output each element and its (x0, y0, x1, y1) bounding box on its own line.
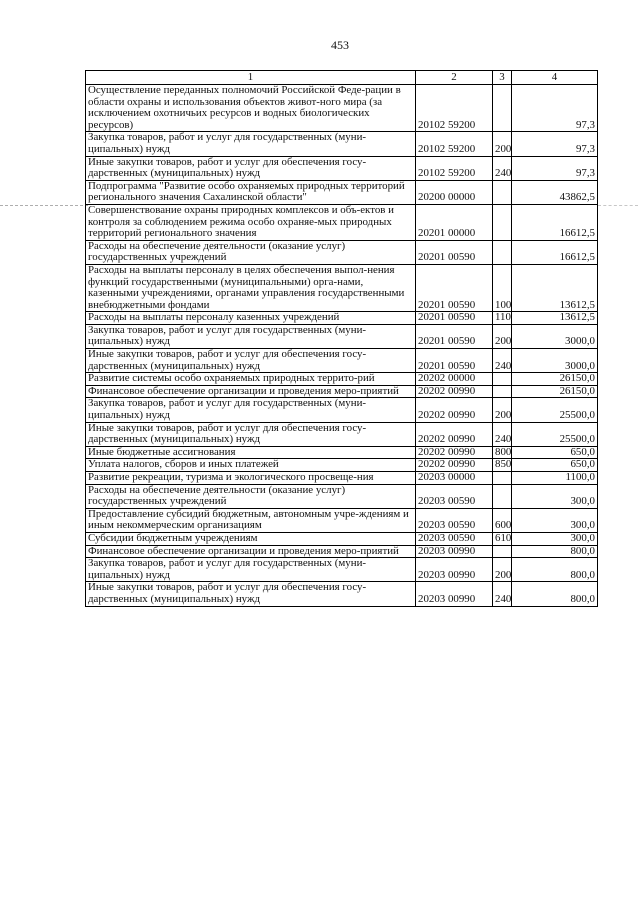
row-type-cell (493, 373, 512, 386)
row-sum-cell: 1100,0 (512, 472, 598, 485)
row-sum-cell: 13612,5 (512, 312, 598, 325)
row-name-cell: Субсидии бюджетным учреждениям (86, 532, 416, 545)
row-code-cell: 20201 00590 (416, 312, 493, 325)
row-sum-cell: 16612,5 (512, 204, 598, 240)
table-row (86, 472, 598, 485)
header-cell-type: 3 (493, 71, 512, 85)
table-row (86, 422, 598, 446)
row-sum-cell: 97,3 (512, 85, 598, 132)
row-name-cell: Закупка товаров, работ и услуг для государственных (муни-ципальных) нужд (86, 324, 416, 348)
row-code-cell: 20203 00000 (416, 472, 493, 485)
row-type-cell: 850 (493, 459, 512, 472)
row-code-cell: 20203 00990 (416, 558, 493, 582)
row-type-cell (493, 484, 512, 508)
row-name-cell: Иные закупки товаров, работ и услуг для обеспечения госу-дарственных (муниципальных) нужд (86, 349, 416, 373)
header-cell-name: 1 (86, 71, 416, 85)
table-row (86, 204, 598, 240)
scan-artifact-line (0, 205, 88, 206)
row-type-cell: 240 (493, 156, 512, 180)
row-type-cell (493, 472, 512, 485)
header-cell-sum: 4 (512, 71, 598, 85)
row-type-cell (493, 385, 512, 398)
row-sum-cell: 650,0 (512, 459, 598, 472)
row-sum-cell: 3000,0 (512, 324, 598, 348)
table-row (86, 264, 598, 311)
row-sum-cell: 16612,5 (512, 240, 598, 264)
row-type-cell (493, 180, 512, 204)
row-type-cell (493, 204, 512, 240)
row-type-cell: 610 (493, 532, 512, 545)
row-sum-cell: 650,0 (512, 446, 598, 459)
row-code-cell: 20102 59200 (416, 156, 493, 180)
row-type-cell: 800 (493, 446, 512, 459)
row-sum-cell: 300,0 (512, 532, 598, 545)
table-row (86, 324, 598, 348)
row-code-cell: 20201 00000 (416, 204, 493, 240)
row-type-cell (493, 545, 512, 558)
header-cell-code: 2 (416, 71, 493, 85)
scan-artifact-line (598, 205, 638, 206)
row-type-cell: 200 (493, 398, 512, 422)
table-row (86, 398, 598, 422)
row-code-cell: 20202 00990 (416, 385, 493, 398)
row-type-cell: 600 (493, 508, 512, 532)
row-name-cell: Закупка товаров, работ и услуг для государственных (муни-ципальных) нужд (86, 558, 416, 582)
row-type-cell: 200 (493, 558, 512, 582)
row-type-cell: 200 (493, 324, 512, 348)
table-row (86, 558, 598, 582)
row-code-cell: 20200 00000 (416, 180, 493, 204)
row-code-cell: 20202 00990 (416, 446, 493, 459)
row-code-cell: 20201 00590 (416, 264, 493, 311)
row-code-cell: 20203 00990 (416, 582, 493, 606)
table-row (86, 459, 598, 472)
row-code-cell: 20203 00990 (416, 545, 493, 558)
table-row (86, 446, 598, 459)
row-sum-cell: 97,3 (512, 156, 598, 180)
row-name-cell: Иные закупки товаров, работ и услуг для обеспечения госу-дарственных (муниципальных) нужд (86, 582, 416, 606)
table-row (86, 85, 598, 132)
table-row (86, 349, 598, 373)
row-code-cell: 20203 00590 (416, 508, 493, 532)
row-name-cell: Иные закупки товаров, работ и услуг для обеспечения госу-дарственных (муниципальных) нужд (86, 156, 416, 180)
row-name-cell: Финансовое обеспечение организации и проведения меро-приятий (86, 545, 416, 558)
budget-table (85, 70, 598, 607)
row-sum-cell: 97,3 (512, 132, 598, 156)
table-row (86, 545, 598, 558)
row-name-cell: Осуществление переданных полномочий Российской Феде-рации в области охраны и использования объектов живот-ного мира (за исключением охотничьих ресурсов и водных биологических ресурсов) (86, 85, 416, 132)
row-sum-cell: 43862,5 (512, 180, 598, 204)
table-row (86, 312, 598, 325)
row-sum-cell: 800,0 (512, 582, 598, 606)
row-code-cell: 20201 00590 (416, 240, 493, 264)
row-sum-cell: 300,0 (512, 508, 598, 532)
row-code-cell: 20102 59200 (416, 85, 493, 132)
table-row (86, 132, 598, 156)
table-row (86, 484, 598, 508)
row-name-cell: Совершенствование охраны природных комплексов и объ-ектов и контроля за соблюдением режима особо охраняе-мых природных территорий регионального значения (86, 204, 416, 240)
row-type-cell: 200 (493, 132, 512, 156)
row-sum-cell: 13612,5 (512, 264, 598, 311)
row-name-cell: Закупка товаров, работ и услуг для государственных (муни-ципальных) нужд (86, 132, 416, 156)
row-name-cell: Подпрограмма "Развитие особо охраняемых природных территорий регионального значения Сахалинской области" (86, 180, 416, 204)
row-sum-cell: 300,0 (512, 484, 598, 508)
row-code-cell: 20202 00990 (416, 459, 493, 472)
table-row (86, 156, 598, 180)
table-row (86, 373, 598, 386)
row-name-cell: Иные закупки товаров, работ и услуг для обеспечения госу-дарственных (муниципальных) нужд (86, 422, 416, 446)
table-row (86, 508, 598, 532)
row-name-cell: Закупка товаров, работ и услуг для государственных (муни-ципальных) нужд (86, 398, 416, 422)
row-name-cell: Развитие рекреации, туризма и экологического просвеще-ния (86, 472, 416, 485)
row-name-cell: Расходы на выплаты персоналу казенных учреждений (86, 312, 416, 325)
row-type-cell: 100 (493, 264, 512, 311)
table-body (86, 85, 598, 607)
table-row (86, 582, 598, 606)
header-row (86, 71, 598, 85)
row-sum-cell: 800,0 (512, 545, 598, 558)
row-type-cell: 110 (493, 312, 512, 325)
row-name-cell: Развитие системы особо охраняемых природных террито-рий (86, 373, 416, 386)
table-row (86, 385, 598, 398)
row-name-cell: Расходы на обеспечение деятельности (оказание услуг) государственных учреждений (86, 240, 416, 264)
table-row (86, 180, 598, 204)
page-number: 453 (331, 38, 349, 52)
table-row (86, 240, 598, 264)
row-name-cell: Расходы на выплаты персоналу в целях обеспечения выпол-нения функций государственными (муниципальными) орга-нами, казенными учреждениями, органами управления государственными внебюджетными фондами (86, 264, 416, 311)
row-type-cell: 240 (493, 422, 512, 446)
row-code-cell: 20202 00990 (416, 422, 493, 446)
row-name-cell: Предоставление субсидий бюджетным, автономным учре-ждениям и иным некоммерческим организациям (86, 508, 416, 532)
row-code-cell: 20203 00590 (416, 532, 493, 545)
row-type-cell (493, 85, 512, 132)
row-name-cell: Финансовое обеспечение организации и проведения меро-приятий (86, 385, 416, 398)
row-sum-cell: 800,0 (512, 558, 598, 582)
row-sum-cell: 3000,0 (512, 349, 598, 373)
row-name-cell: Расходы на обеспечение деятельности (оказание услуг) государственных учреждений (86, 484, 416, 508)
row-code-cell: 20201 00590 (416, 324, 493, 348)
row-type-cell: 240 (493, 349, 512, 373)
row-code-cell: 20202 00990 (416, 398, 493, 422)
table-row (86, 532, 598, 545)
row-code-cell: 20202 00000 (416, 373, 493, 386)
row-name-cell: Иные бюджетные ассигнования (86, 446, 416, 459)
row-sum-cell: 25500,0 (512, 398, 598, 422)
row-code-cell: 20201 00590 (416, 349, 493, 373)
row-sum-cell: 26150,0 (512, 385, 598, 398)
row-type-cell: 240 (493, 582, 512, 606)
row-code-cell: 20102 59200 (416, 132, 493, 156)
row-type-cell (493, 240, 512, 264)
row-sum-cell: 26150,0 (512, 373, 598, 386)
row-name-cell: Уплата налогов, сборов и иных платежей (86, 459, 416, 472)
row-sum-cell: 25500,0 (512, 422, 598, 446)
row-code-cell: 20203 00590 (416, 484, 493, 508)
